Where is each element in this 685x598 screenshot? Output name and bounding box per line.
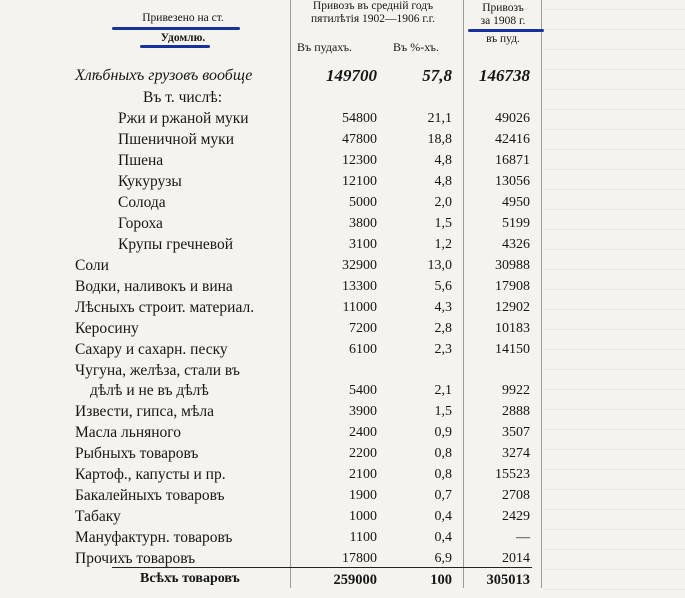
- table-row: [0, 235, 685, 256]
- row-value-2: 0,9: [434, 425, 452, 440]
- row-label: Гороха: [118, 215, 163, 232]
- row-value-3: 15523: [495, 467, 530, 482]
- row-label: Хлѣбныхъ грузовъ вообще: [75, 67, 253, 84]
- row-value-2: 1,2: [434, 237, 452, 252]
- row-label: Керосину: [75, 320, 139, 337]
- row-value-1: 1900: [349, 488, 377, 503]
- header-col3-sub: въ пуд.: [486, 33, 520, 45]
- header-col3: [458, 2, 548, 46]
- total-v3: 305013: [486, 572, 530, 588]
- row-value-2: 0,8: [434, 446, 452, 461]
- row-value-1: 3900: [349, 404, 377, 419]
- row-label: Соли: [75, 257, 109, 274]
- row-label: Кукурузы: [118, 173, 182, 190]
- row-value-1: 2200: [349, 446, 377, 461]
- row-value-3: 14150: [495, 342, 530, 357]
- row-value-2: 2,3: [434, 342, 452, 357]
- row-label: дѣлѣ и не въ дѣлѣ: [90, 382, 209, 399]
- row-label: Табаку: [75, 508, 121, 525]
- header-col2: [283, 0, 463, 26]
- row-value-3: 16871: [495, 153, 530, 168]
- row-value-3: 2708: [502, 488, 530, 503]
- table-row: [0, 507, 685, 528]
- row-value-2: 0,4: [434, 530, 452, 545]
- row-label: Масла льняного: [75, 424, 182, 441]
- table-row: [0, 361, 685, 382]
- header-col3-line2: за 1908 г.: [480, 15, 526, 27]
- row-value-1: 12300: [342, 153, 377, 168]
- row-value-1: 1000: [349, 509, 377, 524]
- row-value-3: 5199: [502, 216, 530, 231]
- row-value-3: 10183: [495, 321, 530, 336]
- row-value-2: 2,0: [434, 195, 452, 210]
- table-row: [0, 444, 685, 465]
- row-value-2: 13,0: [427, 258, 452, 273]
- row-value-2: 1,5: [434, 216, 452, 231]
- table-row: [0, 486, 685, 507]
- row-value-3: 12902: [495, 300, 530, 315]
- row-value-3: 2888: [502, 404, 530, 419]
- table-row: [0, 256, 685, 277]
- table-row: [0, 172, 685, 193]
- row-label: Извести, гипса, мѣла: [75, 403, 214, 420]
- row-value-2: 2,1: [434, 383, 452, 398]
- table-row: [0, 528, 685, 549]
- row-value-1: 3100: [349, 237, 377, 252]
- row-value-2: 0,8: [434, 467, 452, 482]
- table-row: [0, 193, 685, 214]
- row-value-3: 146738: [479, 66, 530, 85]
- total-v2: 100: [430, 572, 452, 588]
- row-value-3: 3274: [502, 446, 530, 461]
- row-label: Лѣсныхъ строит. материал.: [75, 299, 255, 316]
- row-value-2: 5,6: [434, 279, 452, 294]
- row-value-1: 54800: [342, 111, 377, 126]
- header-col3-line1: Привозъ: [482, 2, 524, 14]
- row-value-1: 2400: [349, 425, 377, 440]
- row-value-1: 7200: [349, 321, 377, 336]
- highlight-underline: [140, 45, 210, 48]
- header-col2-line1: Привозъ въ средній годъ: [312, 0, 434, 12]
- table-row: [0, 151, 685, 172]
- row-value-3: 3507: [502, 425, 530, 440]
- row-label: Солода: [118, 194, 166, 211]
- table-row: [0, 402, 685, 423]
- row-value-2: 4,3: [434, 300, 452, 315]
- row-label: Пшеничной муки: [118, 131, 234, 148]
- table-row: [0, 298, 685, 319]
- row-value-3: 49026: [495, 111, 530, 126]
- row-value-2: 0,4: [434, 509, 452, 524]
- row-value-1: 6100: [349, 342, 377, 357]
- row-value-2: 4,8: [434, 174, 452, 189]
- total-row: [0, 570, 685, 591]
- table-row: [0, 214, 685, 235]
- row-value-1: 3800: [349, 216, 377, 231]
- highlight-underline: [468, 29, 544, 32]
- table-row: [0, 66, 685, 87]
- row-value-3: —: [516, 530, 530, 545]
- row-value-3: 2014: [502, 551, 530, 566]
- row-value-3: 17908: [495, 279, 530, 294]
- table-row: [0, 109, 685, 130]
- row-label: Чугуна, желѣза, стали въ: [75, 362, 240, 379]
- row-value-3: 2429: [502, 509, 530, 524]
- highlight-underline: [112, 27, 240, 30]
- table-row: [0, 340, 685, 361]
- row-value-1: 149700: [326, 66, 377, 85]
- row-value-3: 4326: [502, 237, 530, 252]
- total-rule: [112, 567, 532, 568]
- row-label: Въ т. числѣ:: [143, 89, 223, 106]
- row-value-2: 1,5: [434, 404, 452, 419]
- row-value-2: 6,9: [434, 551, 452, 566]
- row-value-1: 32900: [342, 258, 377, 273]
- row-value-2: 0,7: [434, 488, 452, 503]
- table-row: [0, 423, 685, 444]
- row-label: Водки, наливокъ и вина: [75, 278, 233, 295]
- table-row: [0, 381, 685, 402]
- row-label: Крупы гречневой: [118, 236, 234, 253]
- row-value-2: 57,8: [422, 66, 452, 85]
- row-label: Ржи и ржаной муки: [118, 110, 249, 127]
- header-col1-line2: Удомлю.: [160, 32, 206, 44]
- table-row: [0, 465, 685, 486]
- table-row: [0, 88, 685, 109]
- total-label: Всѣхъ товаровъ: [140, 571, 240, 586]
- total-v1: 259000: [333, 572, 377, 588]
- row-value-3: 42416: [495, 132, 530, 147]
- table-row: [0, 277, 685, 298]
- row-value-1: 13300: [342, 279, 377, 294]
- header-col1-line1: Привезено на ст.: [142, 12, 224, 24]
- row-value-1: 12100: [342, 174, 377, 189]
- table-row: [0, 319, 685, 340]
- row-value-3: 4950: [502, 195, 530, 210]
- row-label: Рыбныхъ товаровъ: [75, 445, 199, 462]
- row-label: Сахару и сахарн. песку: [75, 341, 228, 358]
- table-row: [0, 130, 685, 151]
- row-value-3: 13056: [495, 174, 530, 189]
- row-value-1: 2100: [349, 467, 377, 482]
- row-value-1: 5400: [349, 383, 377, 398]
- row-value-1: 17800: [342, 551, 377, 566]
- row-value-2: 2,8: [434, 321, 452, 336]
- row-label: Прочихъ товаровъ: [75, 550, 196, 567]
- row-value-1: 47800: [342, 132, 377, 147]
- row-value-3: 30988: [495, 258, 530, 273]
- row-label: Картоф., капусты и пр.: [75, 466, 226, 483]
- row-label: Бакалейныхъ товаровъ: [75, 487, 225, 504]
- header-col2-sub-b: Въ %-хъ.: [393, 40, 439, 54]
- header-col2-sub-a: Въ пудахъ.: [297, 40, 353, 54]
- row-value-1: 11000: [342, 300, 377, 315]
- row-value-1: 1100: [349, 530, 377, 545]
- row-value-1: 5000: [349, 195, 377, 210]
- row-value-2: 4,8: [434, 153, 452, 168]
- row-label: Мануфактурн. товаровъ: [75, 529, 233, 546]
- row-value-3: 9922: [502, 383, 530, 398]
- header-col2-line2: пятилѣтія 1902—1906 г.г.: [311, 13, 435, 25]
- row-label: Пшена: [118, 152, 164, 169]
- row-value-2: 18,8: [427, 132, 452, 147]
- row-value-2: 21,1: [427, 111, 452, 126]
